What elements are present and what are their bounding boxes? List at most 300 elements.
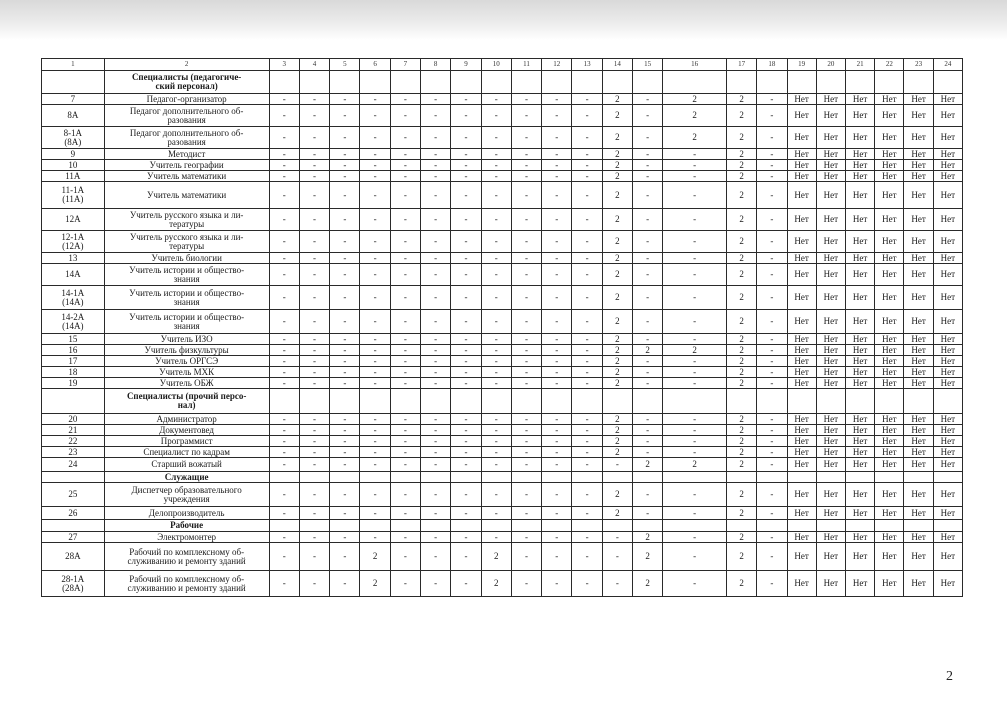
value-cell: - xyxy=(421,378,451,389)
answer-cell: Нет xyxy=(846,458,875,472)
value-cell: - xyxy=(542,209,572,231)
answer-cell: Нет xyxy=(816,149,845,160)
answer-cell: Нет xyxy=(875,425,904,436)
column-number: 20 xyxy=(816,59,845,71)
answer-cell: Нет xyxy=(904,483,933,507)
value-cell: 2 xyxy=(602,367,632,378)
row-id: 15 xyxy=(42,334,105,345)
row-id: 19 xyxy=(42,378,105,389)
value-cell: - xyxy=(481,253,511,264)
value-cell: - xyxy=(542,253,572,264)
value-cell: 2 xyxy=(726,458,756,472)
value-cell: 2 xyxy=(602,507,632,520)
value-cell: - xyxy=(451,105,481,127)
value-cell: - xyxy=(572,367,602,378)
value-cell: - xyxy=(421,94,451,105)
value-cell: 2 xyxy=(726,571,756,597)
answer-cell: Нет xyxy=(933,160,962,171)
empty-cell xyxy=(572,472,602,483)
value-cell: - xyxy=(511,231,541,253)
empty-cell xyxy=(787,71,816,94)
value-cell: - xyxy=(421,127,451,149)
answer-cell: Нет xyxy=(846,356,875,367)
answer-cell: Нет xyxy=(816,105,845,127)
value-cell: - xyxy=(757,160,787,171)
value-cell: - xyxy=(269,507,299,520)
value-cell: - xyxy=(360,356,390,367)
value-cell: - xyxy=(390,507,420,520)
value-cell: - xyxy=(299,160,329,171)
value-cell: - xyxy=(542,543,572,571)
value-cell: - xyxy=(299,425,329,436)
value-cell: - xyxy=(633,436,663,447)
value-cell: - xyxy=(572,160,602,171)
value-cell: - xyxy=(360,310,390,334)
empty-cell xyxy=(451,71,481,94)
position-name: Учитель географии xyxy=(104,160,269,171)
empty-cell xyxy=(846,71,875,94)
answer-cell: Нет xyxy=(816,367,845,378)
value-cell: - xyxy=(481,127,511,149)
row-id: 28-1А (28А) xyxy=(42,571,105,597)
empty-cell xyxy=(904,472,933,483)
value-cell: - xyxy=(330,310,360,334)
answer-cell: Нет xyxy=(787,94,816,105)
value-cell: - xyxy=(299,253,329,264)
value-cell: - xyxy=(421,149,451,160)
answer-cell: Нет xyxy=(846,345,875,356)
table-row xyxy=(42,286,963,310)
value-cell: 2 xyxy=(726,127,756,149)
empty-cell xyxy=(633,71,663,94)
empty-cell xyxy=(390,520,420,532)
table-row xyxy=(42,447,963,458)
empty-cell xyxy=(933,520,962,532)
table-row xyxy=(42,483,963,507)
value-cell: - xyxy=(360,253,390,264)
value-cell: - xyxy=(330,356,360,367)
value-cell: - xyxy=(663,160,727,171)
value-cell: - xyxy=(421,264,451,286)
table-row xyxy=(42,532,963,543)
answer-cell: Нет xyxy=(787,483,816,507)
answer-cell: Нет xyxy=(875,94,904,105)
position-name: Делопроизводитель xyxy=(104,507,269,520)
answer-cell: Нет xyxy=(816,209,845,231)
value-cell: - xyxy=(481,458,511,472)
value-cell: - xyxy=(542,356,572,367)
value-cell: - xyxy=(663,532,727,543)
value-cell: - xyxy=(663,264,727,286)
value-cell: 2 xyxy=(602,310,632,334)
row-id: 8-1А (8А) xyxy=(42,127,105,149)
value-cell: - xyxy=(542,334,572,345)
answer-cell: Нет xyxy=(904,367,933,378)
answer-cell: Нет xyxy=(933,543,962,571)
value-cell: - xyxy=(542,105,572,127)
empty-cell xyxy=(875,71,904,94)
value-cell: - xyxy=(269,378,299,389)
value-cell: - xyxy=(663,334,727,345)
column-number: 22 xyxy=(875,59,904,71)
answer-cell: Нет xyxy=(933,447,962,458)
column-number: 18 xyxy=(757,59,787,71)
value-cell: - xyxy=(481,310,511,334)
table-row xyxy=(42,356,963,367)
table-row xyxy=(42,425,963,436)
position-name: Учитель истории и общество- знания xyxy=(104,286,269,310)
empty-cell xyxy=(390,71,420,94)
answer-cell: Нет xyxy=(933,182,962,209)
answer-cell: Нет xyxy=(846,94,875,105)
value-cell: 2 xyxy=(663,345,727,356)
empty-cell xyxy=(663,71,727,94)
answer-cell: Нет xyxy=(875,483,904,507)
empty-cell xyxy=(633,520,663,532)
value-cell: - xyxy=(511,182,541,209)
value-cell: - xyxy=(390,414,420,425)
value-cell: - xyxy=(421,483,451,507)
section-title: Служащие xyxy=(104,472,269,483)
position-name: Учитель математики xyxy=(104,182,269,209)
table-row xyxy=(42,436,963,447)
value-cell: - xyxy=(572,571,602,597)
value-cell: - xyxy=(421,209,451,231)
value-cell: - xyxy=(633,231,663,253)
row-id: 9 xyxy=(42,149,105,160)
value-cell: - xyxy=(542,171,572,182)
value-cell: - xyxy=(330,253,360,264)
value-cell: - xyxy=(269,127,299,149)
table-row xyxy=(42,160,963,171)
value-cell: - xyxy=(330,367,360,378)
section-row xyxy=(42,71,963,94)
empty-cell xyxy=(330,472,360,483)
value-cell: 2 xyxy=(602,94,632,105)
value-cell: - xyxy=(633,253,663,264)
position-name: Учитель ИЗО xyxy=(104,334,269,345)
value-cell: - xyxy=(390,378,420,389)
value-cell: - xyxy=(299,367,329,378)
value-cell: - xyxy=(663,543,727,571)
value-cell: - xyxy=(299,356,329,367)
value-cell: - xyxy=(269,345,299,356)
empty-cell xyxy=(816,520,845,532)
row-id xyxy=(42,520,105,532)
row-id: 26 xyxy=(42,507,105,520)
value-cell: - xyxy=(330,507,360,520)
value-cell: - xyxy=(481,286,511,310)
answer-cell: Нет xyxy=(933,209,962,231)
answer-cell: Нет xyxy=(933,483,962,507)
value-cell: - xyxy=(481,264,511,286)
value-cell: - xyxy=(451,436,481,447)
value-cell: - xyxy=(511,127,541,149)
empty-cell xyxy=(816,389,845,414)
empty-cell xyxy=(816,472,845,483)
answer-cell: Нет xyxy=(904,532,933,543)
empty-cell xyxy=(572,520,602,532)
answer-cell: Нет xyxy=(816,253,845,264)
value-cell: - xyxy=(511,414,541,425)
value-cell: 2 xyxy=(602,209,632,231)
value-cell: - xyxy=(481,367,511,378)
row-id: 18 xyxy=(42,367,105,378)
value-cell: - xyxy=(481,414,511,425)
table-row xyxy=(42,94,963,105)
value-cell: - xyxy=(330,334,360,345)
value-cell: - xyxy=(602,543,632,571)
value-cell: - xyxy=(757,425,787,436)
answer-cell: Нет xyxy=(816,171,845,182)
header-row xyxy=(42,59,963,71)
column-number: 1 xyxy=(42,59,105,71)
value-cell: 2 xyxy=(602,483,632,507)
empty-cell xyxy=(390,472,420,483)
value-cell: - xyxy=(269,286,299,310)
value-cell: - xyxy=(421,543,451,571)
value-cell: - xyxy=(572,543,602,571)
empty-cell xyxy=(846,389,875,414)
empty-cell xyxy=(602,520,632,532)
value-cell: - xyxy=(663,483,727,507)
value-cell: - xyxy=(269,182,299,209)
value-cell: - xyxy=(542,436,572,447)
value-cell: - xyxy=(757,231,787,253)
value-cell: - xyxy=(481,378,511,389)
value-cell: - xyxy=(360,507,390,520)
value-cell: - xyxy=(511,253,541,264)
value-cell: - xyxy=(299,264,329,286)
value-cell: - xyxy=(421,310,451,334)
answer-cell: Нет xyxy=(933,367,962,378)
value-cell: - xyxy=(299,286,329,310)
value-cell: - xyxy=(390,264,420,286)
position-name: Рабочий по комплексному об- служиванию и ремонту зданий xyxy=(104,571,269,597)
value-cell: - xyxy=(330,209,360,231)
empty-cell xyxy=(933,71,962,94)
answer-cell: Нет xyxy=(787,543,816,571)
answer-cell: Нет xyxy=(904,160,933,171)
answer-cell: Нет xyxy=(846,483,875,507)
value-cell: - xyxy=(421,414,451,425)
value-cell: - xyxy=(542,310,572,334)
row-id: 14А xyxy=(42,264,105,286)
value-cell: - xyxy=(451,160,481,171)
value-cell: - xyxy=(299,483,329,507)
value-cell: 2 xyxy=(663,105,727,127)
answer-cell: Нет xyxy=(904,345,933,356)
value-cell: - xyxy=(511,209,541,231)
empty-cell xyxy=(572,71,602,94)
value-cell: - xyxy=(511,171,541,182)
row-id: 23 xyxy=(42,447,105,458)
empty-cell xyxy=(481,472,511,483)
value-cell: - xyxy=(481,334,511,345)
value-cell: - xyxy=(633,149,663,160)
empty-cell xyxy=(421,71,451,94)
value-cell: - xyxy=(542,149,572,160)
answer-cell: Нет xyxy=(787,378,816,389)
empty-cell xyxy=(451,389,481,414)
value-cell: - xyxy=(330,378,360,389)
empty-cell xyxy=(726,520,756,532)
column-number: 2 xyxy=(104,59,269,71)
empty-cell xyxy=(542,389,572,414)
value-cell: - xyxy=(299,171,329,182)
row-id xyxy=(42,472,105,483)
value-cell: - xyxy=(269,149,299,160)
answer-cell: Нет xyxy=(875,127,904,149)
empty-cell xyxy=(330,71,360,94)
position-name: Учитель истории и общество- знания xyxy=(104,310,269,334)
row-id: 21 xyxy=(42,425,105,436)
value-cell: - xyxy=(572,182,602,209)
row-id: 25 xyxy=(42,483,105,507)
value-cell: - xyxy=(299,231,329,253)
value-cell: - xyxy=(360,94,390,105)
table-row xyxy=(42,345,963,356)
value-cell: - xyxy=(451,171,481,182)
answer-cell: Нет xyxy=(904,149,933,160)
value-cell: - xyxy=(390,483,420,507)
value-cell: - xyxy=(421,367,451,378)
value-cell: - xyxy=(757,94,787,105)
empty-cell xyxy=(511,520,541,532)
answer-cell: Нет xyxy=(904,378,933,389)
empty-cell xyxy=(360,472,390,483)
value-cell: - xyxy=(269,310,299,334)
value-cell: - xyxy=(511,334,541,345)
value-cell: - xyxy=(390,127,420,149)
value-cell: - xyxy=(360,231,390,253)
table-row xyxy=(42,231,963,253)
answer-cell: Нет xyxy=(816,94,845,105)
value-cell: - xyxy=(360,483,390,507)
answer-cell: Нет xyxy=(904,356,933,367)
answer-cell: Нет xyxy=(875,436,904,447)
answer-cell: Нет xyxy=(787,334,816,345)
value-cell: - xyxy=(663,356,727,367)
empty-cell xyxy=(726,389,756,414)
value-cell: 2 xyxy=(602,345,632,356)
value-cell: - xyxy=(299,149,329,160)
answer-cell: Нет xyxy=(846,414,875,425)
row-id: 11А xyxy=(42,171,105,182)
value-cell: - xyxy=(299,334,329,345)
answer-cell: Нет xyxy=(787,171,816,182)
value-cell: - xyxy=(481,447,511,458)
answer-cell: Нет xyxy=(933,507,962,520)
position-name: Педагог дополнительного об- разования xyxy=(104,105,269,127)
value-cell: - xyxy=(390,94,420,105)
value-cell: - xyxy=(572,507,602,520)
section-row xyxy=(42,520,963,532)
answer-cell: Нет xyxy=(816,483,845,507)
value-cell: - xyxy=(299,414,329,425)
position-name: Учитель физкультуры xyxy=(104,345,269,356)
answer-cell: Нет xyxy=(875,286,904,310)
answer-cell: Нет xyxy=(787,310,816,334)
value-cell: 2 xyxy=(602,182,632,209)
position-name: Учитель русского языка и ли- тературы xyxy=(104,231,269,253)
answer-cell: Нет xyxy=(933,436,962,447)
position-name: Администратор xyxy=(104,414,269,425)
empty-cell xyxy=(299,520,329,532)
position-name: Учитель МХК xyxy=(104,367,269,378)
answer-cell: Нет xyxy=(933,345,962,356)
value-cell: - xyxy=(451,310,481,334)
answer-cell: Нет xyxy=(846,160,875,171)
value-cell: - xyxy=(757,507,787,520)
value-cell: - xyxy=(757,182,787,209)
value-cell: - xyxy=(360,447,390,458)
value-cell: - xyxy=(572,334,602,345)
section-row xyxy=(42,472,963,483)
answer-cell: Нет xyxy=(846,571,875,597)
value-cell: - xyxy=(451,543,481,571)
value-cell: - xyxy=(451,149,481,160)
answer-cell: Нет xyxy=(904,209,933,231)
answer-cell: Нет xyxy=(816,425,845,436)
empty-cell xyxy=(269,472,299,483)
value-cell: 2 xyxy=(726,532,756,543)
answer-cell: Нет xyxy=(846,367,875,378)
answer-cell: Нет xyxy=(787,105,816,127)
value-cell: 2 xyxy=(663,94,727,105)
value-cell: 2 xyxy=(726,378,756,389)
answer-cell: Нет xyxy=(846,436,875,447)
answer-cell: Нет xyxy=(787,345,816,356)
value-cell: - xyxy=(390,334,420,345)
value-cell: - xyxy=(390,345,420,356)
answer-cell: Нет xyxy=(846,264,875,286)
answer-cell: Нет xyxy=(787,414,816,425)
value-cell: - xyxy=(299,571,329,597)
answer-cell: Нет xyxy=(816,436,845,447)
empty-cell xyxy=(875,520,904,532)
value-cell: - xyxy=(421,532,451,543)
value-cell: - xyxy=(299,94,329,105)
value-cell: - xyxy=(481,171,511,182)
value-cell: - xyxy=(633,286,663,310)
value-cell: - xyxy=(481,532,511,543)
value-cell: 2 xyxy=(602,378,632,389)
value-cell: - xyxy=(299,127,329,149)
value-cell: - xyxy=(572,127,602,149)
empty-cell xyxy=(933,389,962,414)
position-name: Диспетчер образовательного учреждения xyxy=(104,483,269,507)
value-cell: - xyxy=(360,160,390,171)
answer-cell: Нет xyxy=(933,334,962,345)
answer-cell: Нет xyxy=(875,571,904,597)
value-cell: - xyxy=(633,447,663,458)
answer-cell: Нет xyxy=(846,231,875,253)
row-id xyxy=(42,71,105,94)
table-row xyxy=(42,310,963,334)
value-cell: 2 xyxy=(726,94,756,105)
column-number: 23 xyxy=(904,59,933,71)
value-cell: - xyxy=(269,532,299,543)
empty-cell xyxy=(330,520,360,532)
table-row xyxy=(42,543,963,571)
empty-cell xyxy=(511,389,541,414)
value-cell: 2 xyxy=(602,253,632,264)
value-cell: 2 xyxy=(633,458,663,472)
value-cell: - xyxy=(421,286,451,310)
value-cell: - xyxy=(299,182,329,209)
value-cell: - xyxy=(330,182,360,209)
